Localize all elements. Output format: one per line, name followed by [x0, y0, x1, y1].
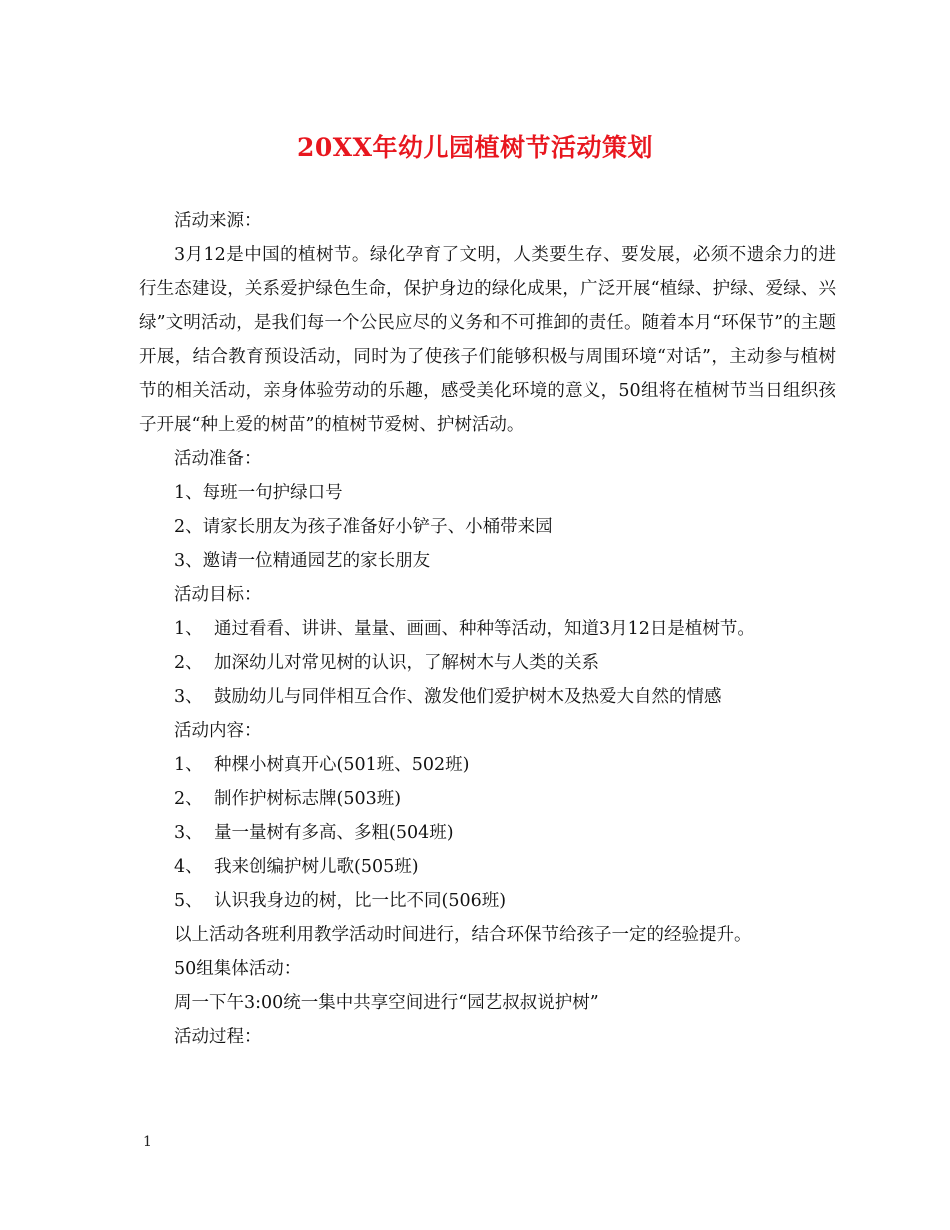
goal-item-number: 3、 — [174, 687, 203, 707]
source-paragraph: 3月12是中国的植树节。绿化孕育了文明，人类要生存、要发展，必须不遗余力的进行生态建设，关系爱护绿色生命，保护身边的绿化成果，广泛开展“植绿、护绿、爱绿、兴绿”文明活动，是我们每一个公民应尽的义务和不可推卸的责任。随着本月“环保节”的主题开展，结合教育预设活动，同时为了使孩子们能够积极与周围环境“对话”，主动参与植树节的相关活动，亲身体验劳动的乐趣，感受美化环境的意义，50组将在植树节当日组织孩子开展“种上爱的树苗”的植树节爱树、护树活动。 — [139, 245, 836, 435]
content-item — [139, 884, 836, 918]
content-item-number: 4、 — [174, 857, 203, 877]
content-item — [139, 748, 836, 782]
goal-item-text: 通过看看、讲讲、量量、画画、种种等活动，知道3月12日是植树节。 — [214, 619, 755, 639]
goal-item — [139, 612, 836, 646]
group-text: 周一下午3:00统一集中共享空间进行“园艺叔叔说护树” — [174, 993, 599, 1013]
content-item-number: 1、 — [174, 755, 203, 775]
goal-item-number: 1、 — [174, 619, 203, 639]
goal-item — [139, 680, 836, 714]
prep-item: 3、邀请一位精通园艺的家长朋友 — [174, 551, 431, 571]
goal-heading: 活动目标： — [174, 585, 262, 605]
content-item-number: 2、 — [174, 789, 203, 809]
content-item-text: 量一量树有多高、多粗(504班) — [214, 823, 454, 843]
group-heading: 50组集体活动： — [174, 959, 302, 979]
goal-item-text: 鼓励幼儿与同伴相互合作、激发他们爱护树木及热爱大自然的情感 — [214, 687, 722, 707]
prep-heading: 活动准备： — [174, 449, 262, 469]
content-item — [139, 850, 836, 884]
content-heading: 活动内容： — [174, 721, 262, 741]
content-note: 以上活动各班利用教学活动时间进行，结合环保节给孩子一定的经验提升。 — [174, 925, 752, 945]
goal-item-text: 加深幼儿对常见树的认识，了解树木与人类的关系 — [214, 653, 599, 673]
goal-item-number: 2、 — [174, 653, 203, 673]
content-item-text: 我来创编护树儿歌(505班) — [214, 857, 419, 877]
document-body — [139, 204, 836, 1054]
page-number: 1 — [143, 1134, 152, 1150]
content-item-text: 制作护树标志牌(503班) — [214, 789, 402, 809]
source-heading: 活动来源： — [174, 211, 262, 231]
content-item-number: 3、 — [174, 823, 203, 843]
prep-item: 1、每班一句护绿口号 — [174, 483, 343, 503]
prep-item: 2、请家长朋友为孩子准备好小铲子、小桶带来园 — [174, 517, 553, 537]
content-item — [139, 816, 836, 850]
goal-item — [139, 646, 836, 680]
content-item-text: 认识我身边的树，比一比不同(506班) — [214, 891, 507, 911]
content-item-text: 种棵小树真开心(501班、502班) — [214, 755, 470, 775]
content-item-number: 5、 — [174, 891, 203, 911]
document-title: 20XX年幼儿园植树节活动策划 — [296, 133, 654, 162]
process-heading: 活动过程： — [174, 1027, 262, 1047]
content-item — [139, 782, 836, 816]
